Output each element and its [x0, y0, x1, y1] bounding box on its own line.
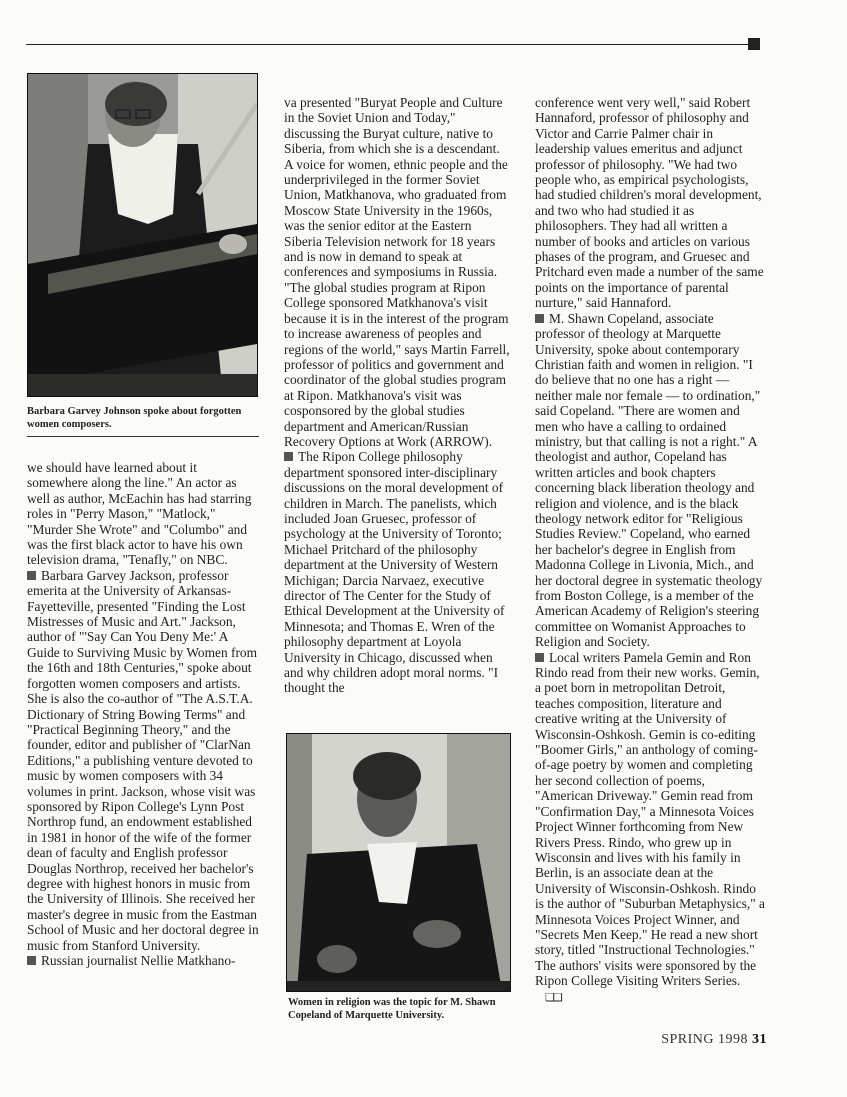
issue-label: SPRING 1998	[661, 1032, 748, 1047]
paragraph: conference went very well," said Robert Hannaford, professor of philosophy and Victor and Carrie Palmer chair in leadership values emeritus and adjunct professor of philosophy. "We had two people who, as empirical psychologists, had studied children's moral development, and two who had studied it as philosophers. They had all written a number of books and articles on various phases of the program, and Gruesec and Pritchard even made a number of the same points on the importance of parental nurture," said Hannaford.	[535, 95, 764, 311]
section-bullet-icon	[284, 452, 293, 461]
page-number: 31	[752, 1032, 767, 1047]
section-bullet-icon	[27, 571, 36, 580]
article-column-2	[284, 95, 510, 696]
paragraph: va presented "Buryat People and Culture in the Soviet Union and Today," discussing the Buryat culture, native to Siberia, from which she is a descendant. A voice for women, ethnic people and the underprivileged in the former Soviet Union, Matkhanova, who graduated from Moscow State University in the 1960s, was the senior editor at the Eastern Siberia Television network for 18 years and is now in demand to speak at conferences and symposiums in Russia. "The global studies program at Ripon College sponsored Matkhanova's visit because it is in the interest of the program to increase awareness of peoples and regions of the world," says Martin Farrell, professor of politics and government and coordinator of the global studies program at Ripon. Matkhanova's visit was cosponsored by the global studies department and American/Russian Recovery Options at Work (ARROW).	[284, 95, 510, 449]
photo1-caption: Barbara Garvey Johnson spoke about forgotten women composers.	[27, 406, 242, 430]
section-bullet-icon	[535, 314, 544, 323]
paragraph: Local writers Pamela Gemin and Ron Rindo read from their new works. Gemin, a poet born in metropolitan Detroit, teaches composition, literature and creative writing at the University of Wisconsin-Oshkosh. Gemin is co-editing "Boomer Girls," an anthology of coming-of-age poetry by women and completing her second collection of poems, "American Driveway." Gemin read from "Confirmation Day," a Minnesota Voices Project Winner forthcoming from New Rivers Press. Rindo, who grew up in Wisconsin and lives with his family in Berlin, is an associate dean at the University of Wisconsin-Oshkosh. Rindo is the author of "Suburban Metaphysics," a Minnesota Voices Project Winner, and "Secrets Men Keep." He read a new short story, titled "Instructional Technologies." The authors' visits were sponsored by the Ripon College Visiting Writers Series.❑❑	[535, 650, 765, 1006]
end-of-article-mark: ❑❑	[545, 991, 561, 1004]
paragraph: The Ripon College philosophy department sponsored inter-disciplinary discussions on the moral development of children in March. The panelists, which included Joan Gruesec, professor of psychology at the University of Toronto; Michael Pritchard of the philosophy department at the University of Western Michigan; Darcia Narvaez, executive director of The Center for the Study of Ethical Development at the University of Minnesota; and Thomas E. Wren of the philosophy department at Loyola University in Chicago, discussed when and why children adopt moral norms. "I thought the	[284, 449, 505, 696]
paragraph: Russian journalist Nellie Matkhano-	[27, 953, 260, 968]
page-folio	[661, 1032, 767, 1048]
photo-woman-at-harpsichord	[27, 73, 258, 397]
article-column-1	[27, 460, 260, 968]
paragraph: we should have learned about it somewhere along the line." An actor as well as author, McEachin has had starring roles in "Perry Mason," "Matlock," "Murder She Wrote" and "Columbo" and was the first black actor to have his own television drama, "Tenafly," on NBC.	[27, 460, 252, 568]
section-bullet-icon	[535, 653, 544, 662]
caption-rule	[27, 436, 259, 437]
header-rule	[26, 44, 748, 45]
photo-woman-speaking	[286, 733, 511, 992]
article-column-3	[535, 95, 765, 1006]
paragraph: Barbara Garvey Jackson, professor emerita at the University of Arkansas-Fayetteville, presented "Finding the Lost Mistresses of Music and Art." Jackson, author of "'Say Can You Deny Me:' A Guide to Surviving Music by Women from the 16th and 18th Centuries," spoke about forgotten women composers and artists. She is also the co-author of "The A.S.T.A. Dictionary of String Bowing Terms" and "Practical Beginning Theory," and the founder, editor and publisher of "ClarNan Editions," a publishing venture devoted to music by women composers with 34 volumes in print. Jackson, whose visit was sponsored by Ripon College's Lynn Post Northrop fund, an endowment established in 1981 in honor of the wife of the former dean of faculty and English professor Douglas Northrop, received her bachelor's degree with highest honors in music from the University of Illinois. She received her master's degree in music from the Eastman School of Music and her doctoral degree in music from Stanford University.	[27, 567, 259, 953]
photo2-caption: Women in religion was the topic for M. Shawn Copeland of Marquette University.	[288, 997, 496, 1021]
header-rule-square	[748, 38, 760, 50]
paragraph: M. Shawn Copeland, associate professor of theology at Marquette University, spoke about contemporary Christian faith and women in religion. "I do believe that no one has a right — neither male nor female — to ordination," said Copeland. "There are women and men who have a calling to ordained ministry, but that calling is not a right." A theologist and author, Copeland has written articles and book chapters concerning black liberation theology and religion and violence, and is the black theology network editor for "Religious Studies Review." Copeland, who earned her bachelor's degree in English from Madonna College in Livonia, Mich., and her doctoral degree in systematic theology from Boston College, is a member of the American Academy of Religion's steering committee on Womanist Approaches to Religion and Society.	[535, 310, 763, 650]
section-bullet-icon	[27, 956, 36, 965]
